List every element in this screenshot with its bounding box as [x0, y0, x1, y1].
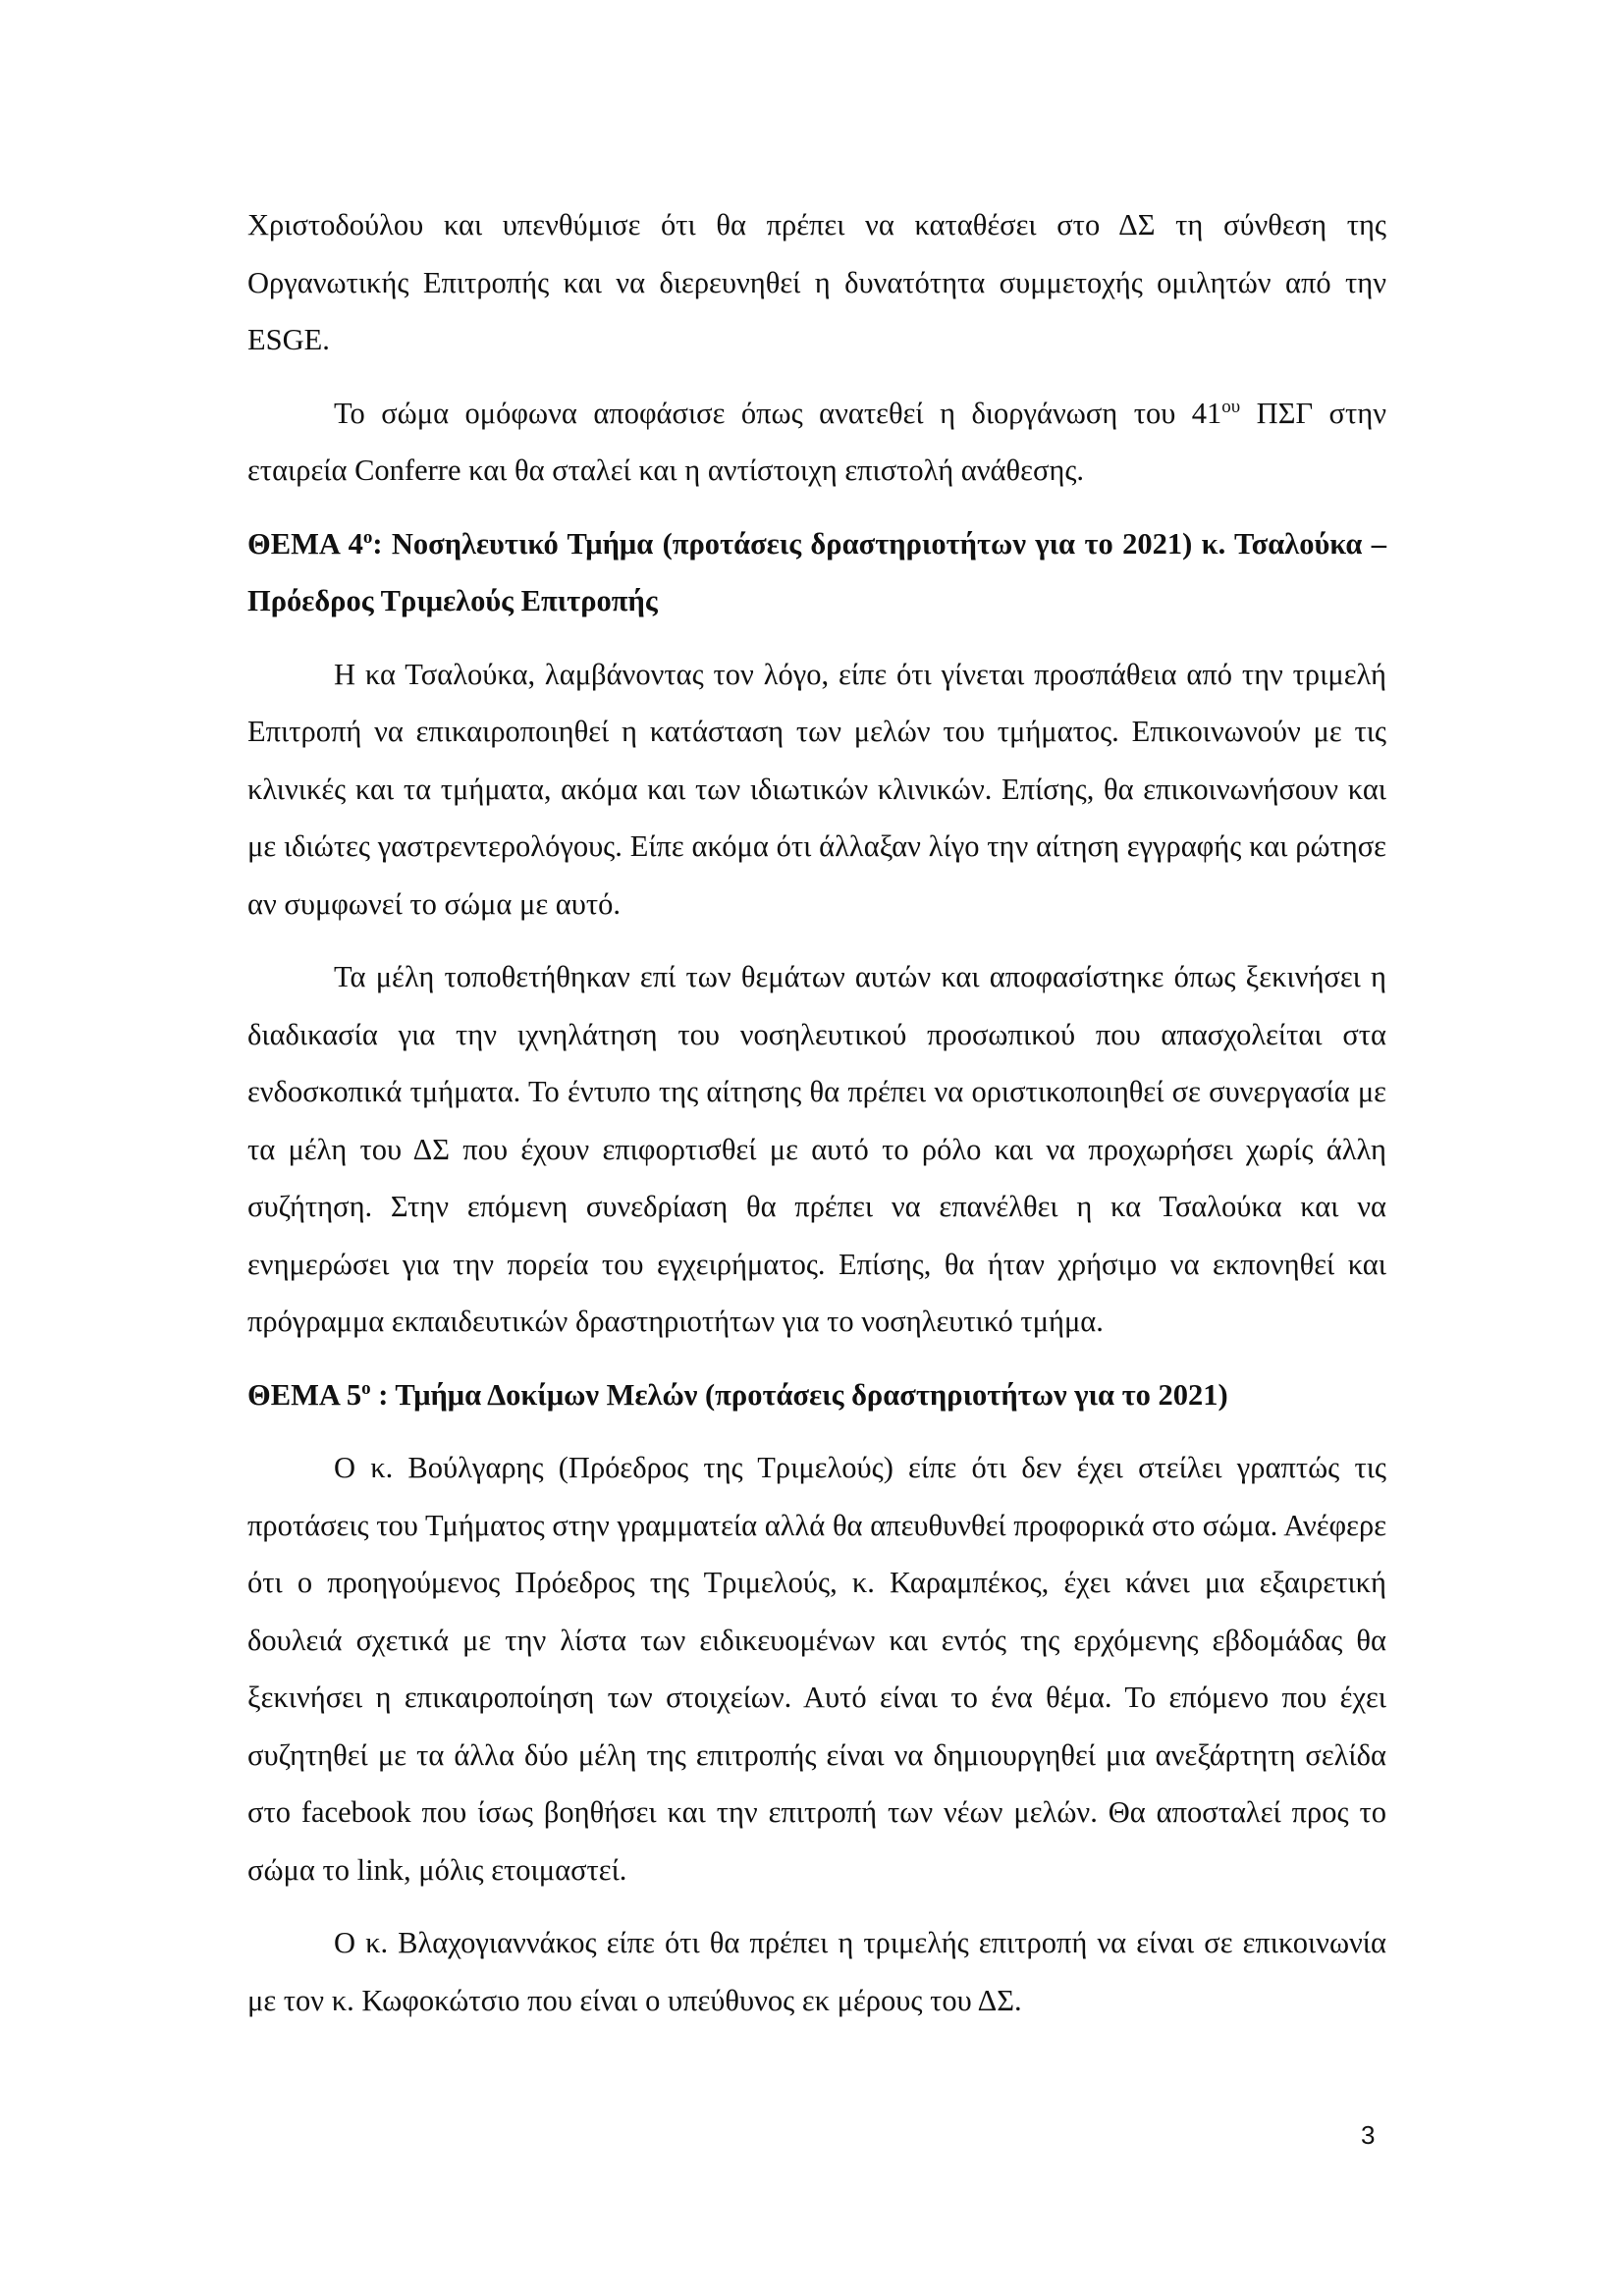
paragraph-text: ΠΣΓ στην εταιρεία Conferre και θα σταλεί και η αντίστοιχη επιστολή ανάθεσης.: [247, 396, 1386, 487]
ordinal-superscript: ο: [362, 526, 373, 548]
paragraph-organizing-committee: Χριστοδούλου και υπενθύμισε ότι θα πρέπει να καταθέσει στο ΔΣ τη σύνθεση της Οργανωτικής Επιτροπής και να διερευνηθεί η δυνατότητα συμμετοχής ομιλητών από την ESGE.: [247, 208, 1386, 356]
page-number: 3: [1361, 2120, 1376, 2150]
heading-topic-4: [247, 515, 1386, 630]
paragraph-voulgaris-report: Ο κ. Βούλγαρης (Πρόεδρος της Τριμελούς) είπε ότι δεν έχει στείλει γραπτώς τις προτάσεις του Τμήματος στην γραμματεία αλλά θα απευθυνθεί προφορικά στο σώμα. Ανέφερε ότι ο προηγούμενος Πρόεδρος της Τριμελούς, κ. Καραμπέκος, έχει κάνει μια εξαιρετική δουλειά σχετικά με την λίστα των ειδικευομένων και εντός της ερχόμενης εβδομάδας θα ξεκινήσει η επικαιροποίηση των στοιχείων. Αυτό είναι το ένα θέμα. Το επόμενο που έχει συζητηθεί με τα άλλα δύο μέλη της επιτροπής είναι να δημιουργηθεί μια ανεξάρτητη σελίδα στο facebook που ίσως βοηθήσει και την επιτροπή των νέων μελών. Θα αποσταλεί προς το σώμα το link, μόλις ετοιμαστεί.: [247, 1451, 1386, 1887]
ordinal-superscript: ο: [361, 1377, 371, 1399]
paragraph-tsalouka-report: Η κα Τσαλούκα, λαμβάνοντας τον λόγο, είπε ότι γίνεται προσπάθεια από την τριμελή Επιτροπή να επικαιροποιηθεί η κατάσταση των μελών του τμήματος. Επικοινωνούν με τις κλινικές και τα τμήματα, ακόμα και των ιδιωτικών κλινικών. Επίσης, θα επικοινωνήσουν και με ιδιώτες γαστρεντερολόγους. Είπε ακόμα ότι άλλαξαν λίγο την αίτηση εγγραφής και ρώτησε αν συμφωνεί το σώμα με αυτό.: [247, 657, 1386, 921]
paragraph-text: Το σώμα ομόφωνα αποφάσισε όπως ανατεθεί η διοργάνωση του 41: [334, 396, 1222, 430]
paragraph-nursing-decision: Τα μέλη τοποθετήθηκαν επί των θεμάτων αυτών και αποφασίστηκε όπως ξεκινήσει η διαδικασία για την ιχνηλάτηση του νοσηλευτικού προσωπικού που απασχολείται στα ενδοσκοπικά τμήματα. Το έντυπο της αίτησης θα πρέπει να οριστικοποιηθεί σε συνεργασία με τα μέλη του ΔΣ που έχουν επιφορτισθεί με αυτό το ρόλο και να προχωρήσει χωρίς άλλη συζήτηση. Στην επόμενη συνεδρίαση θα πρέπει να επανέλθει η κα Τσαλούκα και να ενημερώσει για την πορεία του εγχειρήματος. Επίσης, θα ήταν χρήσιμο να εκπονηθεί και πρόγραμμα εκπαιδευτικών δραστηριοτήτων για το νοσηλευτικό τμήμα.: [247, 960, 1386, 1338]
heading-text: : Νοσηλευτικό Τμήμα (προτάσεις δραστηριοτήτων για το 2021) κ. Τσαλούκα – Πρόεδρος Τριμελούς Επιτροπής: [247, 526, 1386, 617]
heading-prefix: ΘΕΜΑ 4: [247, 526, 363, 561]
ordinal-superscript: ου: [1221, 396, 1241, 417]
paragraph-conference-decision: [247, 385, 1386, 500]
heading-topic-5: [247, 1366, 1386, 1424]
heading-text: : Τμήμα Δοκίμων Μελών (προτάσεις δραστηριοτήτων για το 2021): [370, 1377, 1228, 1412]
heading-prefix: ΘΕΜΑ 5: [247, 1377, 362, 1412]
paragraph-vlachogiannakos-comment: Ο κ. Βλαχογιαννάκος είπε ότι θα πρέπει η τριμελής επιτροπή να είναι σε επικοινωνία με τον κ. Κωφοκώτσιο που είναι ο υπεύθυνος εκ μέρους του ΔΣ.: [247, 1926, 1386, 2017]
document-page: [247, 196, 1386, 2045]
